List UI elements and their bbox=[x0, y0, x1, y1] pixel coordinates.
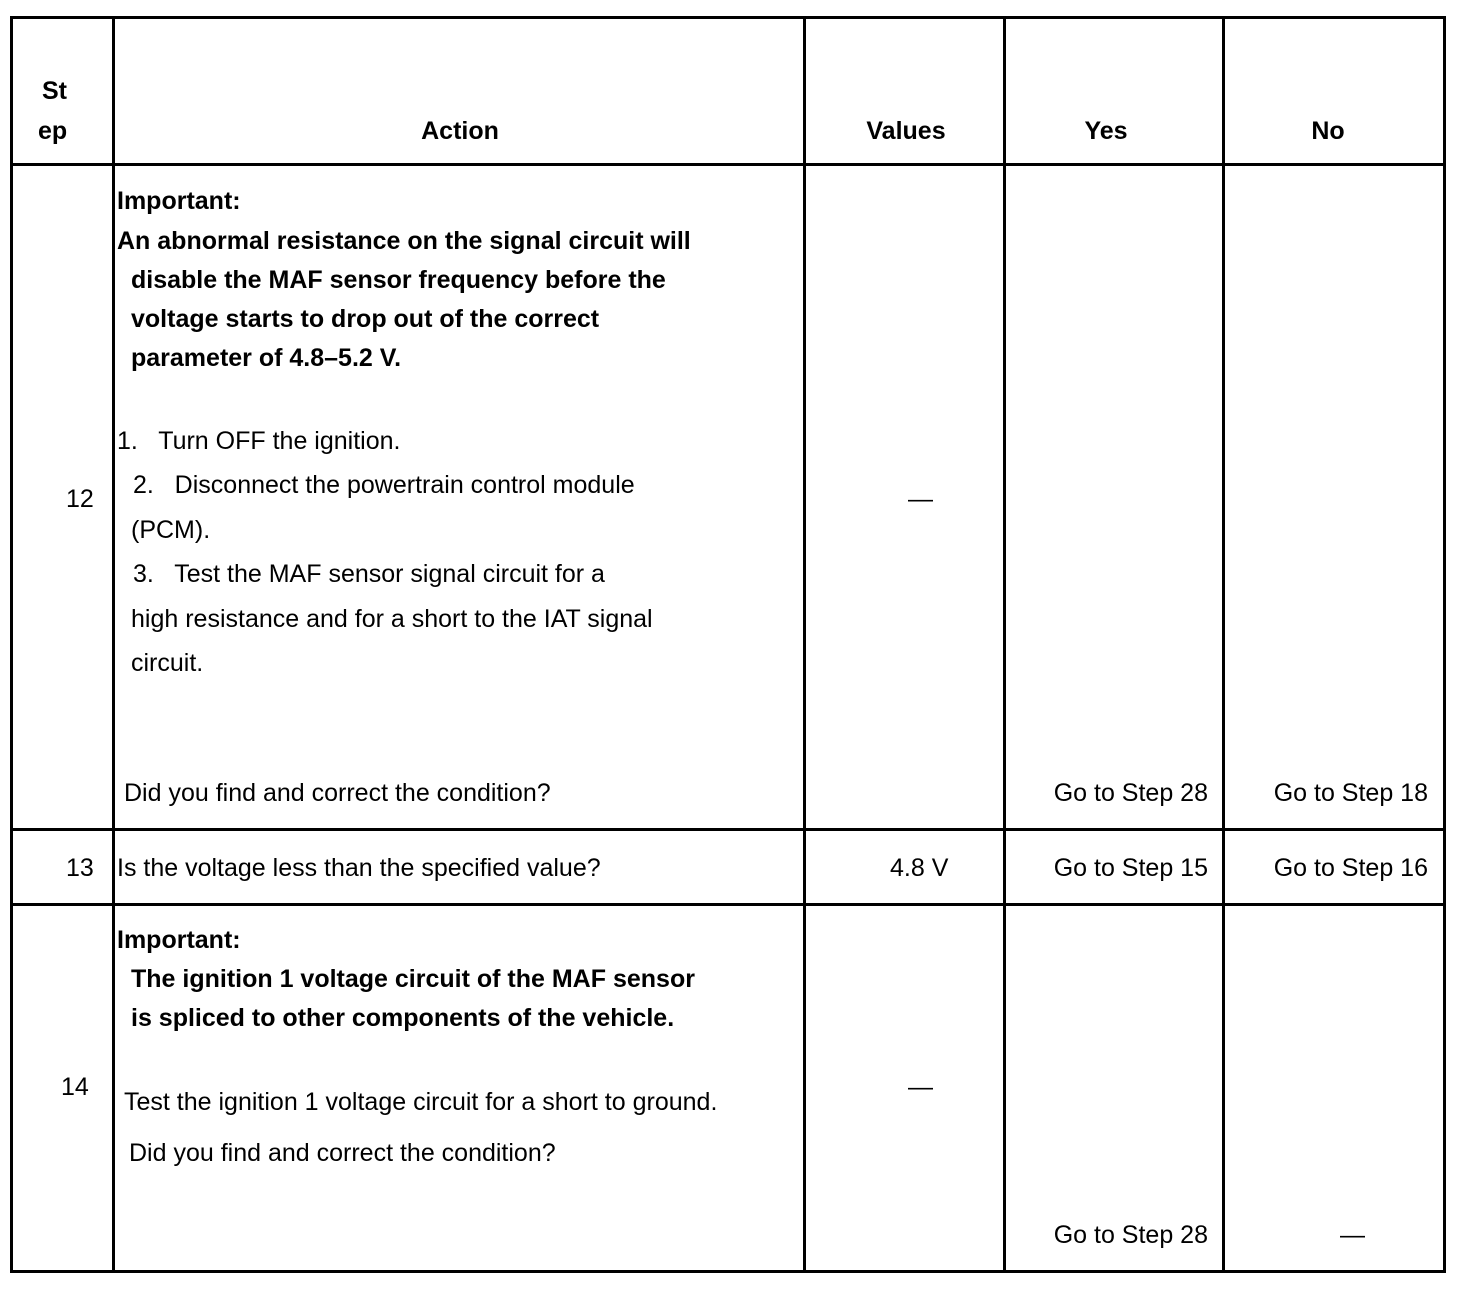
row-divider-12-13 bbox=[10, 828, 1446, 831]
action-step-line: (PCM). bbox=[131, 516, 211, 544]
yes-result: Go to Step 15 bbox=[1053, 854, 1208, 882]
yes-result: Go to Step 28 bbox=[1053, 779, 1208, 807]
question: Did you find and correct the condition? bbox=[129, 1139, 556, 1167]
important-label: Important: bbox=[117, 926, 241, 954]
important-note-line: An abnormal resistance on the signal circuit will bbox=[117, 227, 691, 255]
action-step-line: high resistance and for a short to the IAT signal bbox=[131, 605, 653, 633]
no-result: — bbox=[1340, 1221, 1365, 1249]
important-note-line: disable the MAF sensor frequency before the bbox=[131, 266, 666, 294]
table-border-left bbox=[10, 16, 13, 1273]
table-border-top bbox=[10, 16, 1446, 19]
question: Did you find and correct the condition? bbox=[124, 779, 551, 807]
no-result: Go to Step 18 bbox=[1273, 779, 1428, 807]
column-divider-yes-no bbox=[1222, 16, 1225, 1273]
header-step-line2: ep bbox=[38, 117, 68, 145]
action-step-line: circuit. bbox=[131, 649, 204, 677]
table-border-right bbox=[1443, 16, 1446, 1273]
header-action: Action bbox=[421, 117, 499, 145]
step-number: 14 bbox=[61, 1073, 89, 1101]
important-note-line: voltage starts to drop out of the correct bbox=[131, 305, 600, 333]
column-divider-step-action bbox=[112, 16, 115, 1273]
action-step-line: 3. Test the MAF sensor signal circuit for a bbox=[133, 560, 605, 588]
table-border-bottom bbox=[10, 1270, 1446, 1273]
question: Is the voltage less than the specified value? bbox=[117, 854, 601, 882]
yes-result: Go to Step 28 bbox=[1053, 1221, 1208, 1249]
action-step-line: Test the ignition 1 voltage circuit for a short to ground. bbox=[124, 1088, 718, 1116]
step-number: 12 bbox=[66, 485, 94, 513]
row-divider-13-14 bbox=[10, 903, 1446, 906]
important-label: Important: bbox=[117, 187, 241, 215]
action-step-line: 1. Turn OFF the ignition. bbox=[117, 427, 401, 455]
no-result: Go to Step 16 bbox=[1273, 854, 1428, 882]
column-divider-action-values bbox=[803, 16, 806, 1273]
step-number: 13 bbox=[66, 854, 94, 882]
header-divider bbox=[10, 163, 1446, 166]
header-yes: Yes bbox=[1084, 117, 1128, 145]
action-step-line: 2. Disconnect the powertrain control module bbox=[133, 471, 635, 499]
header-step-line1: St bbox=[42, 77, 67, 105]
important-note-line: is spliced to other components of the vehicle. bbox=[131, 1004, 675, 1032]
important-note-line: parameter of 4.8–5.2 V. bbox=[131, 344, 402, 372]
header-values: Values bbox=[866, 117, 946, 145]
value: — bbox=[908, 1073, 933, 1101]
column-divider-values-yes bbox=[1003, 16, 1006, 1273]
header-no: No bbox=[1311, 117, 1345, 145]
important-note-line: The ignition 1 voltage circuit of the MAF sensor bbox=[131, 965, 695, 993]
value: — bbox=[908, 485, 933, 513]
value: 4.8 V bbox=[890, 854, 949, 882]
